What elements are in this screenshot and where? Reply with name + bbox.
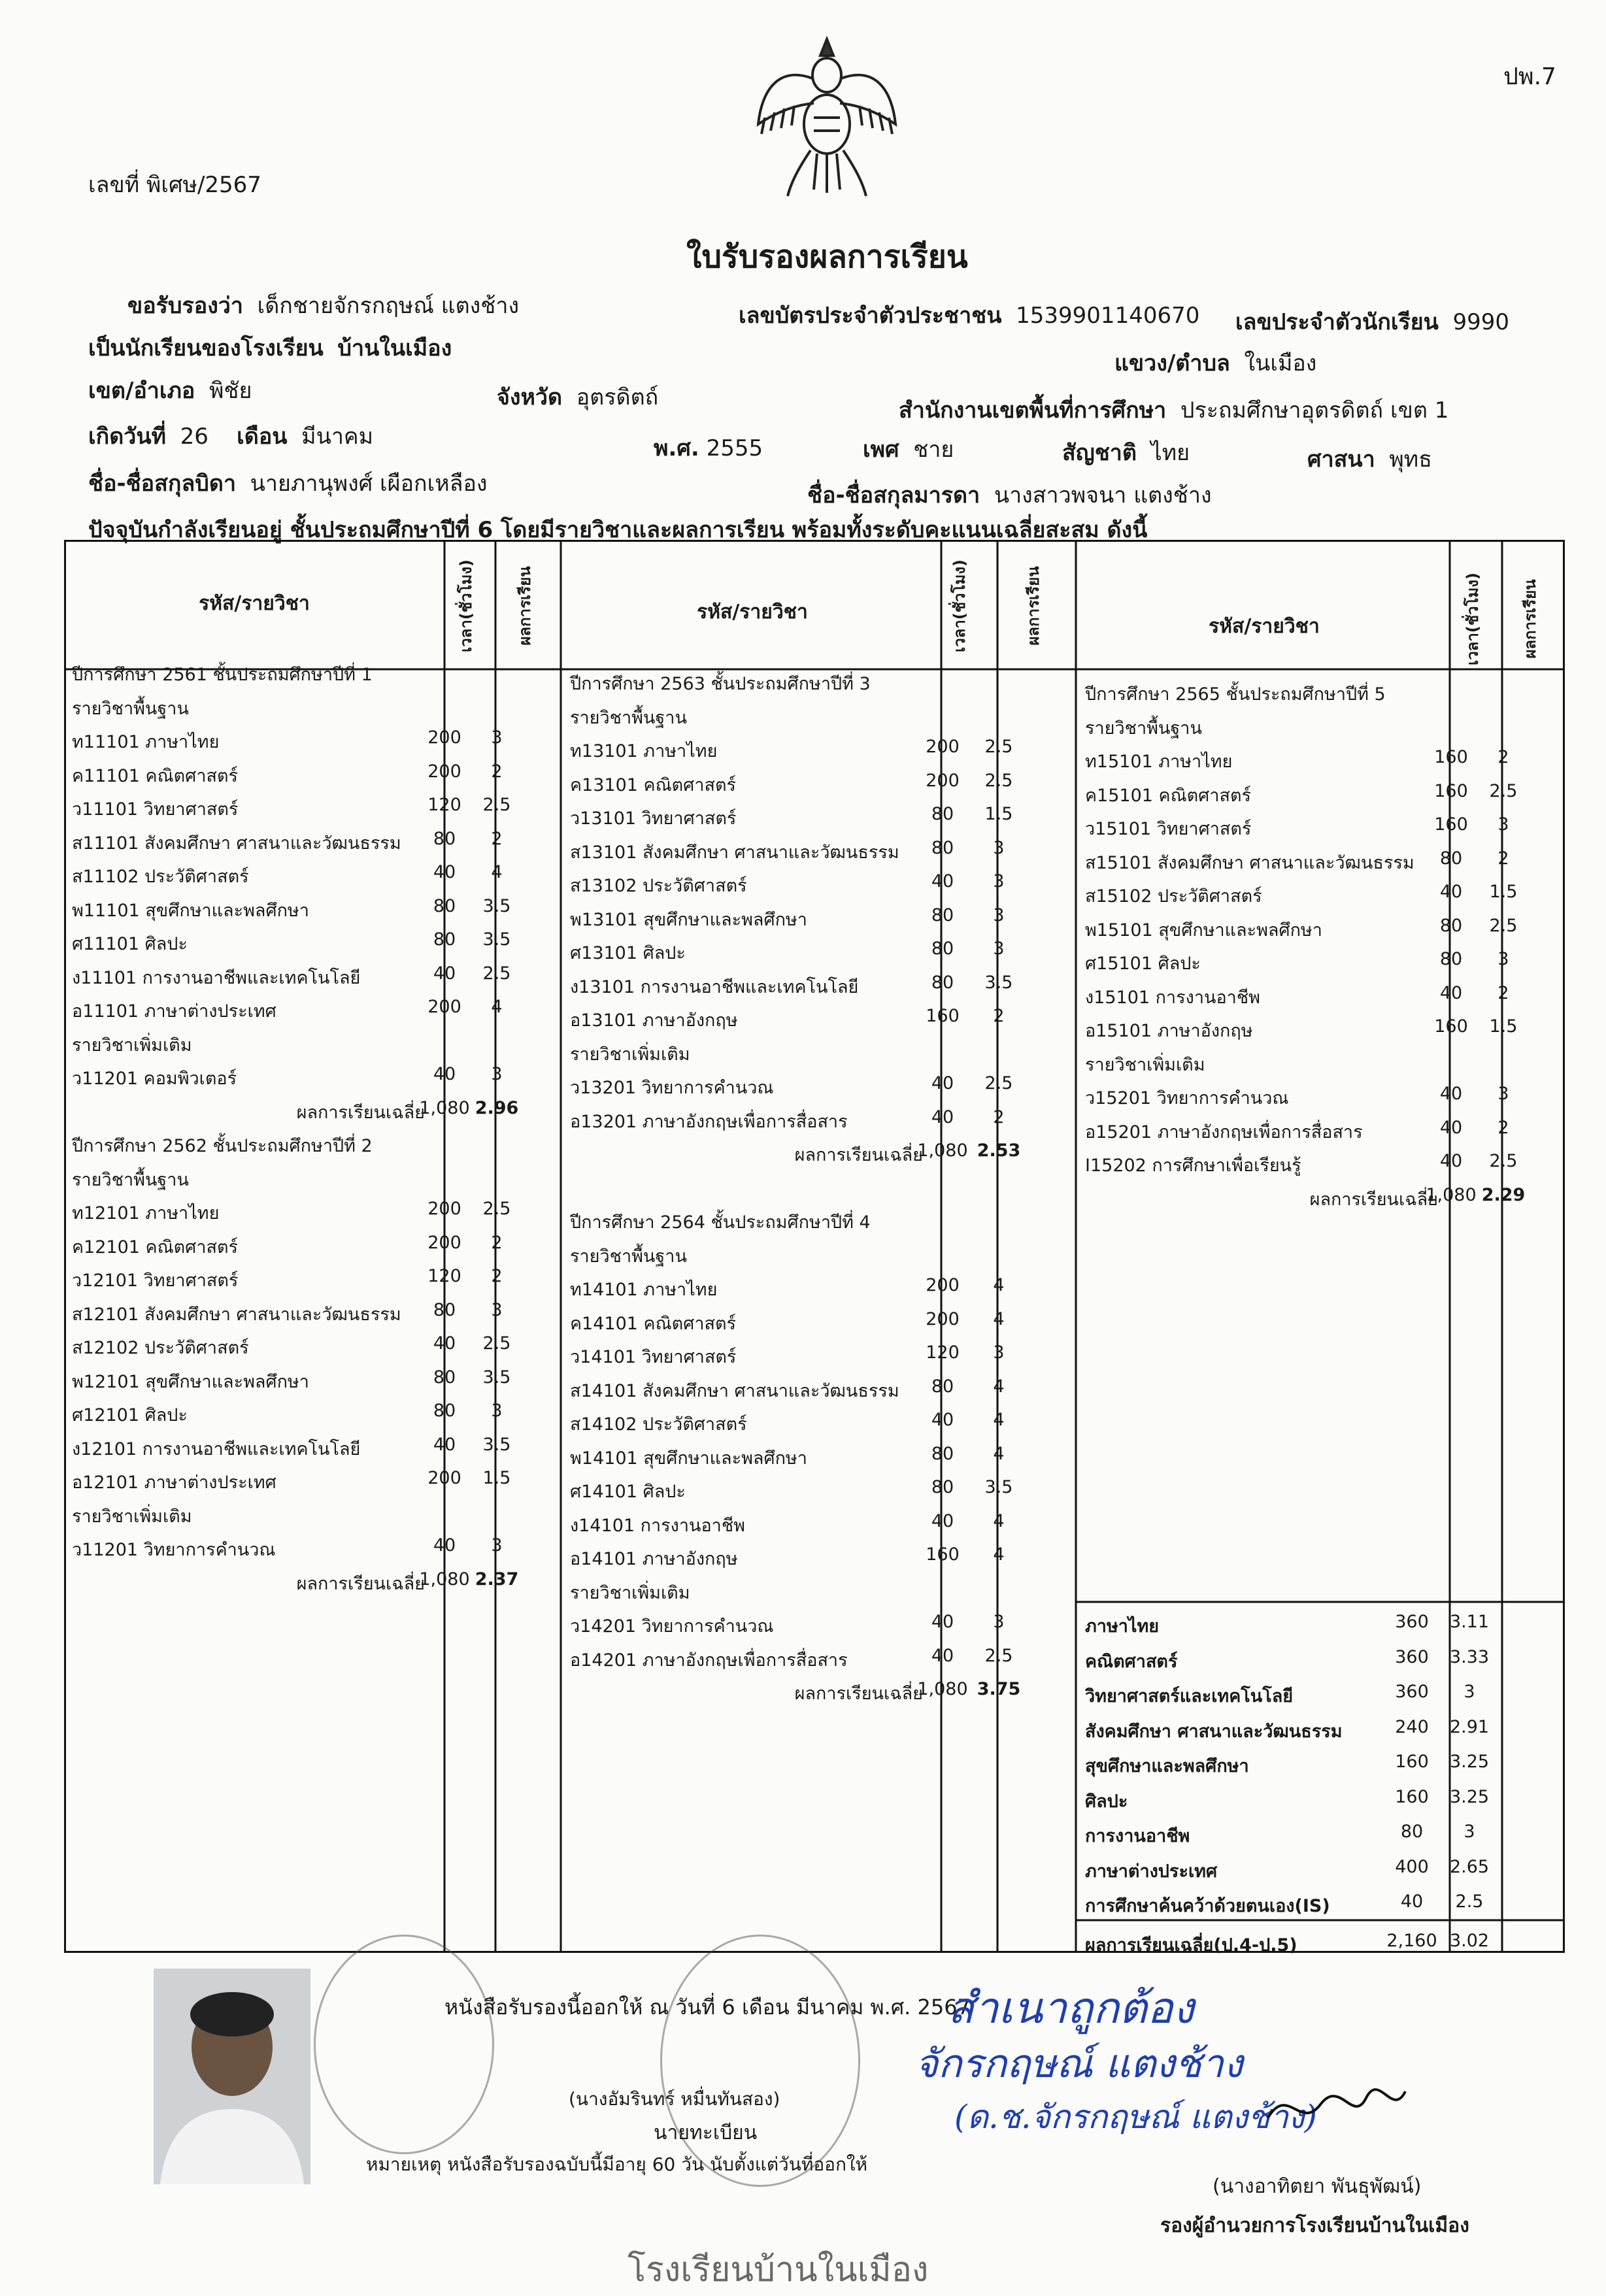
doc-code: ปพ.7	[1503, 63, 1556, 90]
grade-cell: 2.5	[1489, 915, 1518, 936]
subject-cell: ส15102 ประวัติศาสตร์	[1085, 886, 1262, 907]
subject-cell: ส14102 ประวัติศาสตร์	[570, 1414, 747, 1435]
subject-cell: พ15101 สุขศึกษาและพลศึกษา	[1085, 920, 1322, 940]
hours-cell: 80	[1439, 949, 1463, 969]
summary-subject-cell: ภาษาต่างประเทศ	[1085, 1861, 1218, 1882]
grade-cell: 3	[993, 1612, 1005, 1632]
subject-cell: ว13201 วิทยาการคำนวณ	[570, 1078, 774, 1098]
summary-grade-cell: 3.25	[1449, 1752, 1490, 1772]
hours-cell: 200	[427, 1468, 461, 1488]
page-title: ใบรับรองผลการเรียน	[686, 239, 968, 275]
handwriting-signature-full: (ด.ช.จักรกฤษณ์ แตงช้าง)	[954, 2098, 1317, 2136]
hours-cell: 120	[926, 1342, 960, 1363]
subject-cell: ค12101 คณิตศาสตร์	[72, 1237, 238, 1257]
subject-header-3: รหัส/รายวิชา	[1209, 615, 1320, 638]
subject-cell: ค13101 คณิตศาสตร์	[570, 774, 736, 795]
hours-cell: 160	[926, 1006, 960, 1026]
grade-cell: 2.5	[1489, 780, 1518, 801]
grade-cell: 2.5	[482, 795, 511, 815]
hours-cell: 80	[931, 837, 954, 858]
summary-hours-cell: 360	[1395, 1682, 1429, 1702]
summary-grade-cell: 3.33	[1449, 1646, 1490, 1667]
religion-label: ศาสนา	[1307, 446, 1375, 473]
summary-grade-cell: 2.65	[1449, 1856, 1490, 1877]
grade-cell: 3.5	[482, 895, 511, 916]
current-status: ปัจจุบันกำลังเรียนอยู่ ชั้นประถมศึกษาปีที่ 6 โดยมีรายวิชาและผลการเรียน พร้อมทั้งระดับคะแนนเฉลี่ยสะสม ดังนี้	[88, 517, 1148, 543]
hours-cell: 160	[1434, 1016, 1468, 1037]
hours-cell: 200	[427, 997, 461, 1017]
grade-cell: 4	[993, 1443, 1005, 1464]
subject-cell: รายวิชาพื้นฐาน	[570, 1246, 687, 1267]
grade-cell: 3	[993, 905, 1005, 925]
grade-cell: 4	[993, 1308, 1005, 1329]
grade-cell: 3	[491, 1299, 503, 1320]
subject-cell: ง11101 การงานอาชีพและเทคโนโลยี	[72, 967, 361, 988]
subject-cell: ส11101 สังคมศึกษา ศาสนาและวัฒนธรรม	[72, 833, 401, 854]
subject-cell: รายวิชาเพิ่มเติม	[1085, 1054, 1205, 1075]
hours-cell: 80	[433, 828, 456, 849]
subject-cell: รายวิชาพื้นฐาน	[1085, 718, 1202, 739]
grade-cell: 2	[491, 1266, 503, 1286]
seal-text: โรงเรียนบ้านในเมือง	[627, 2250, 929, 2289]
grade-cell: 2	[1497, 747, 1509, 767]
subject-header-2: รหัส/รายวิชา	[697, 601, 808, 624]
grade-header-2: ผลการเรียน	[1024, 566, 1043, 646]
subject-cell: อ13201 ภาษาอังกฤษเพื่อการสื่อสาร	[570, 1111, 848, 1132]
grade-cell: 1.5	[482, 1468, 511, 1488]
student-no-label: เลขประจำตัวนักเรียน	[1235, 309, 1439, 335]
subject-cell: รายวิชาเพิ่มเติม	[72, 1035, 192, 1056]
hours-header-1: เวลา(ชั่วโมง)	[457, 559, 475, 652]
id-value: 1539901140670	[1016, 303, 1200, 329]
subject-cell: ปีการศึกษา 2565 ชั้นประถมศึกษาปีที่ 5	[1085, 684, 1386, 705]
office-label: สำนักงานเขตพื้นที่การศึกษา	[899, 397, 1167, 424]
garuda-emblem-icon	[752, 26, 902, 203]
grade-cell: 3	[1497, 814, 1509, 835]
grade-cell: 4	[993, 1275, 1005, 1295]
grade-cell: 2	[491, 1232, 503, 1253]
summary-grade-cell: 2.91	[1449, 1716, 1490, 1737]
subject-cell: ค14101 คณิตศาสตร์	[570, 1313, 736, 1334]
hours-cell: 40	[1439, 1151, 1463, 1171]
subject-cell: ท12101 ภาษาไทย	[72, 1203, 220, 1223]
birth-day-label: เกิดวันที่	[88, 424, 167, 450]
hours-header-2: เวลา(ชั่วโมง)	[950, 559, 969, 652]
summary-hours-cell: 240	[1395, 1716, 1429, 1737]
hours-cell: 40	[931, 1645, 954, 1666]
hours-cell: 200	[427, 727, 461, 748]
grade-cell: 2.5	[482, 963, 511, 984]
average-label: ผลการเรียนเฉลี่ย	[794, 1145, 923, 1165]
subject-cell: อ13101 ภาษาอังกฤษ	[570, 1010, 738, 1031]
grade-cell: 3.5	[482, 929, 511, 950]
hours-cell: 40	[931, 1073, 954, 1093]
hours-cell: 40	[433, 1535, 456, 1556]
grade-cell: 1.5	[1489, 1016, 1518, 1037]
subject-cell: ท14101 ภาษาไทย	[570, 1280, 718, 1300]
grade-cell: 2	[491, 828, 503, 849]
grade-cell: 3	[993, 837, 1005, 858]
subject-cell: ง13101 การงานอาชีพและเทคโนโลยี	[570, 976, 859, 997]
summary-hours-cell: 40	[1400, 1891, 1424, 1912]
grade-cell: 2	[1497, 982, 1509, 1003]
school-seal-left	[314, 1935, 494, 2154]
summary-grade-cell: 3.02	[1449, 1930, 1490, 1951]
summary-grade-cell: 3	[1464, 1682, 1475, 1702]
hours-cell: 120	[427, 795, 461, 815]
hours-cell: 160	[1434, 780, 1468, 801]
summary-hours-cell: 360	[1395, 1612, 1429, 1632]
grade-cell: 3	[491, 1064, 503, 1084]
student-photo	[154, 1969, 310, 2184]
average-label: ผลการเรียนเฉลี่ย	[1309, 1189, 1438, 1210]
subject-cell: ปีการศึกษา 2561 ชั้นประถมศึกษาปีที่ 1	[72, 665, 373, 685]
grade-cell: 3	[993, 939, 1005, 959]
grade-cell: 3	[1497, 1084, 1509, 1104]
subject-cell: ศ13101 ศิลปะ	[570, 943, 686, 963]
subject-cell: ปีการศึกษา 2563 ชั้นประถมศึกษาปีที่ 3	[570, 674, 871, 694]
hours-cell: 160	[1434, 747, 1468, 767]
religion: พุทธ	[1389, 446, 1432, 473]
grade-cell: 3.75	[977, 1679, 1021, 1699]
subject-cell: ค15101 คณิตศาสตร์	[1085, 785, 1251, 806]
subject-cell: ปีการศึกษา 2564 ชั้นประถมศึกษาปีที่ 4	[570, 1212, 871, 1233]
hours-cell: 200	[427, 761, 461, 782]
subject-cell: ส14101 สังคมศึกษา ศาสนาและวัฒนธรรม	[570, 1380, 899, 1401]
grade-cell: 2	[993, 1106, 1005, 1127]
hours-cell: 80	[1439, 915, 1463, 936]
grade-cell: 3	[993, 1342, 1005, 1363]
hours-cell: 40	[931, 1410, 954, 1430]
certify-label: ขอรับรองว่า	[127, 293, 243, 319]
subject-cell: รายวิชาพื้นฐาน	[72, 698, 189, 719]
subdistrict-label: แขวง/ตำบล	[1114, 350, 1230, 376]
summary-grade-cell: 3.25	[1449, 1786, 1490, 1807]
province-value: อุตรดิตถ์	[576, 384, 659, 410]
hours-cell: 80	[931, 1443, 954, 1464]
summary-subject-cell: ศิลปะ	[1085, 1791, 1128, 1812]
grade-cell: 2.96	[475, 1097, 519, 1118]
footer-note: หมายเหตุ หนังสือรับรองฉบับนี้มีอายุ 60 วัน นับตั้งแต่วันที่ออกให้	[366, 2154, 868, 2175]
summary-grade-cell: 3.11	[1449, 1612, 1490, 1632]
birth-month-label: เดือน	[237, 424, 288, 450]
hours-cell: 80	[931, 1477, 954, 1497]
student-photo-icon	[154, 1969, 310, 2184]
subject-cell: อ15101 ภาษาอังกฤษ	[1085, 1021, 1253, 1041]
subject-cell: อ12101 ภาษาต่างประเทศ	[72, 1472, 276, 1493]
subject-cell: ว11201 วิทยาการคำนวณ	[72, 1540, 276, 1560]
grade-cell: 4	[993, 1510, 1005, 1531]
subject-cell: ส15101 สังคมศึกษา ศาสนาและวัฒนธรรม	[1085, 852, 1414, 873]
handwriting-signature-name: จักรกฤษณ์ แตงช้าง	[915, 2041, 1243, 2087]
grade-header-1: ผลการเรียน	[516, 566, 534, 646]
hours-cell: 200	[926, 1275, 960, 1295]
grade-cell: 2.5	[482, 1333, 511, 1354]
summary-hours-cell: 160	[1395, 1786, 1429, 1807]
summary-hours-cell: 2,160	[1386, 1930, 1437, 1951]
registrar-title: นายทะเบียน	[654, 2121, 758, 2144]
grade-cell: 4	[993, 1376, 1005, 1397]
grade-cell: 1.5	[1489, 882, 1518, 902]
subject-cell: ศ15101 ศิลปะ	[1085, 954, 1201, 974]
birth-year: 2555	[706, 435, 763, 461]
issued-date: หนังสือรับรองนี้ออกให้ ณ วันที่ 6 เดือน มีนาคม พ.ศ. 2567	[444, 1995, 971, 2020]
grade-cell: 3.5	[482, 1434, 511, 1455]
summary-grade-cell: 2.5	[1455, 1891, 1484, 1912]
hours-cell: 80	[433, 1401, 456, 1421]
father-label: ชื่อ-ชื่อสกุลบิดา	[88, 471, 237, 497]
subject-cell: ศ12101 ศิลปะ	[72, 1405, 188, 1425]
subject-cell: ว14201 วิทยาการคำนวณ	[570, 1616, 774, 1637]
subject-cell: ปีการศึกษา 2562 ชั้นประถมศึกษาปีที่ 2	[72, 1136, 373, 1156]
hours-cell: 40	[931, 1612, 954, 1632]
subject-cell: รายวิชาเพิ่มเติม	[72, 1506, 192, 1527]
subject-cell: ส12102 ประวัติศาสตร์	[72, 1338, 249, 1358]
grade-cell: 2.5	[482, 1199, 511, 1219]
hours-cell: 40	[931, 871, 954, 891]
summary-hours-cell: 360	[1395, 1646, 1429, 1667]
grade-cell: 3	[491, 1535, 503, 1556]
subject-cell: ศ11101 ศิลปะ	[72, 934, 188, 954]
school-seal-center	[660, 1935, 860, 2187]
hours-cell: 160	[926, 1544, 960, 1565]
hours-cell: 80	[433, 929, 456, 950]
id-label: เลขบัตรประจำตัวประชาชน	[739, 303, 1002, 329]
grade-cell: 2	[491, 761, 503, 782]
summary-subject-cell: ภาษาไทย	[1085, 1616, 1160, 1637]
subject-cell: พ14101 สุขศึกษาและพลศึกษา	[570, 1448, 807, 1469]
signature-scribble-icon	[1262, 2078, 1412, 2137]
subject-cell: ท15101 ภาษาไทย	[1085, 752, 1233, 772]
subject-cell: ส11102 ประวัติศาสตร์	[72, 867, 249, 887]
hours-cell: 40	[1439, 1084, 1463, 1104]
summary-grade-cell: 3	[1464, 1822, 1475, 1842]
grade-cell: 3	[993, 871, 1005, 891]
district-label: เขต/อำเภอ	[88, 378, 195, 404]
gender: ชาย	[913, 437, 954, 463]
hours-cell: 200	[926, 770, 960, 791]
hours-cell: 80	[433, 1367, 456, 1388]
student-name: เด็กชายจักรกฤษณ์ แตงช้าง	[257, 293, 520, 319]
grade-cell: 2	[1497, 848, 1509, 869]
hours-cell: 80	[1439, 848, 1463, 869]
grade-cell: 4	[491, 997, 503, 1017]
subject-cell: อ11101 ภาษาต่างประเทศ	[72, 1001, 276, 1022]
grade-cell: 4	[993, 1410, 1005, 1430]
subject-cell: ท13101 ภาษาไทย	[570, 741, 718, 761]
handwriting-certified-copy: สำเนาถูกต้อง	[948, 1983, 1194, 2033]
subject-header-1: รหัส/รายวิชา	[199, 592, 310, 615]
doc-number: เลขที่ พิเศษ/2567	[88, 172, 261, 198]
grade-cell: 2.5	[984, 737, 1013, 757]
birth-year-label: พ.ศ.	[654, 435, 699, 461]
subdistrict-value: ในเมือง	[1244, 350, 1317, 376]
director-name: (นางอาทิตยา พันธุพัฒน์)	[1213, 2175, 1422, 2198]
subject-cell: อ14201 ภาษาอังกฤษเพื่อการสื่อสาร	[570, 1650, 848, 1671]
summary-hours-cell: 160	[1395, 1752, 1429, 1772]
gender-label: เพศ	[863, 437, 899, 463]
grade-cell: 2	[1497, 1117, 1509, 1138]
subject-cell: อ14101 ภาษาอังกฤษ	[570, 1549, 738, 1569]
hours-cell: 80	[931, 972, 954, 993]
grade-cell: 2.5	[1489, 1151, 1518, 1171]
grade-cell: 2.29	[1481, 1184, 1526, 1205]
average-label: ผลการเรียนเฉลี่ย	[794, 1684, 923, 1704]
grade-cell: 1.5	[984, 804, 1013, 824]
subject-cell: ค11101 คณิตศาสตร์	[72, 765, 238, 786]
subject-cell: รายวิชาเพิ่มเติม	[570, 1582, 690, 1603]
grade-cell: 3.5	[984, 1477, 1013, 1497]
nationality-label: สัญชาติ	[1062, 440, 1137, 466]
subject-cell: ส13102 ประวัติศาสตร์	[570, 876, 747, 896]
subject-cell: ง15101 การงานอาชีพ	[1085, 987, 1260, 1008]
subject-cell: ส12101 สังคมศึกษา ศาสนาและวัฒนธรรม	[72, 1304, 401, 1325]
summary-subject-cell: สุขศึกษาและพลศึกษา	[1085, 1756, 1249, 1776]
province-label: จังหวัด	[497, 384, 563, 410]
subject-cell: ว14101 วิทยาศาสตร์	[570, 1347, 737, 1367]
hours-cell: 40	[931, 1510, 954, 1531]
registrar-name: (นางอัมรินทร์ หมื่นทันสอง)	[569, 2088, 780, 2110]
nationality: ไทย	[1150, 440, 1190, 466]
birth-day: 26	[180, 424, 209, 450]
hours-cell: 160	[1434, 814, 1468, 835]
hours-cell: 1,080	[917, 1679, 968, 1699]
hours-cell: 40	[433, 963, 456, 984]
grade-cell: 2.37	[475, 1569, 519, 1589]
hours-cell: 80	[931, 1376, 954, 1397]
hours-header-3: เวลา(ชั่วโมง)	[1464, 573, 1482, 665]
subject-cell: ว11101 วิทยาศาสตร์	[72, 799, 239, 820]
grade-header-3: ผลการเรียน	[1521, 579, 1539, 659]
subject-cell: ว11201 คอมพิวเตอร์	[72, 1069, 237, 1089]
hours-cell: 200	[427, 1199, 461, 1219]
birth-month: มีนาคม	[301, 424, 374, 450]
hours-cell: 40	[433, 1064, 456, 1084]
hours-cell: 120	[427, 1266, 461, 1286]
hours-cell: 80	[433, 895, 456, 916]
grade-cell: 3	[491, 1401, 503, 1421]
subject-cell: ศ14101 ศิลปะ	[570, 1482, 686, 1502]
summary-subject-cell: คณิตศาสตร์	[1085, 1651, 1178, 1672]
average-label: ผลการเรียนเฉลี่ย	[296, 1573, 425, 1594]
director-title: รองผู้อำนวยการโรงเรียนบ้านในเมือง	[1160, 2214, 1469, 2237]
grade-cell: 4	[993, 1544, 1005, 1565]
subject-cell: ง12101 การงานอาชีพและเทคโนโลยี	[72, 1439, 361, 1459]
subject-cell: พ13101 สุขศึกษาและพลศึกษา	[570, 909, 807, 930]
summary-subject-cell: สังคมศึกษา ศาสนาและวัฒนธรรม	[1085, 1721, 1343, 1742]
subject-cell: อ15201 ภาษาอังกฤษเพื่อการสื่อสาร	[1085, 1122, 1363, 1142]
hours-cell: 80	[433, 1299, 456, 1320]
subject-cell: I15202 การศึกษาเพื่อเรียนรู้	[1085, 1156, 1301, 1176]
summary-subject-cell: วิทยาศาสตร์และเทคโนโลยี	[1085, 1686, 1294, 1706]
subject-cell: รายวิชาพื้นฐาน	[72, 1169, 189, 1190]
hours-cell: 80	[931, 939, 954, 959]
hours-cell: 200	[926, 737, 960, 757]
hours-cell: 40	[433, 862, 456, 882]
summary-subject-cell: การงานอาชีพ	[1085, 1826, 1190, 1846]
subject-cell: ส13101 สังคมศึกษา ศาสนาและวัฒนธรรม	[570, 842, 899, 863]
office-value: ประถมศึกษาอุตรดิตถ์ เขต 1	[1180, 397, 1449, 424]
school-label: เป็นนักเรียนของโรงเรียน	[88, 335, 324, 361]
father-name: นายภานุพงศ์ เผือกเหลือง	[250, 471, 488, 497]
hours-cell: 200	[926, 1308, 960, 1329]
subject-cell: ว13101 วิทยาศาสตร์	[570, 808, 737, 829]
grade-cell: 2	[993, 1006, 1005, 1026]
subject-cell: ว15201 วิทยาการคำนวณ	[1085, 1088, 1289, 1108]
summary-subject-cell: ผลการเรียนเฉลี่ย(ป.4-ป.5)	[1085, 1935, 1297, 1955]
grade-cell: 2.5	[984, 1073, 1013, 1093]
summary-hours-cell: 400	[1395, 1856, 1429, 1877]
summary-subject-cell: การศึกษาค้นคว้าด้วยตนเอง(IS)	[1085, 1896, 1330, 1916]
grade-cell: 3.5	[984, 972, 1013, 993]
hours-cell: 80	[931, 804, 954, 824]
grade-cell: 2.5	[984, 1645, 1013, 1666]
hours-cell: 1,080	[419, 1097, 470, 1118]
subject-cell: พ12101 สุขศึกษาและพลศึกษา	[72, 1371, 309, 1392]
subject-cell: พ11101 สุขศึกษาและพลศึกษา	[72, 900, 309, 921]
hours-cell: 40	[1439, 1117, 1463, 1138]
student-no-value: 9990	[1452, 309, 1510, 335]
hours-cell: 200	[427, 1232, 461, 1253]
mother-name: นางสาวพจนา แตงช้าง	[994, 482, 1212, 508]
subject-cell: รายวิชาเพิ่มเติม	[570, 1044, 690, 1065]
subject-cell: รายวิชาพื้นฐาน	[570, 707, 687, 728]
district-value: พิชัย	[209, 378, 252, 404]
hours-cell: 1,080	[419, 1569, 470, 1589]
school-value: บ้านในเมือง	[337, 335, 452, 361]
grade-cell: 3	[491, 727, 503, 748]
hours-cell: 1,080	[1426, 1184, 1477, 1205]
grade-cell: 2.53	[977, 1140, 1021, 1161]
subject-cell: ท11101 ภาษาไทย	[72, 732, 220, 752]
subject-cell: ว15101 วิทยาศาสตร์	[1085, 819, 1252, 839]
hours-cell: 40	[433, 1333, 456, 1354]
subject-cell: ง14101 การงานอาชีพ	[570, 1515, 745, 1536]
subject-cell: ว12101 วิทยาศาสตร์	[72, 1271, 239, 1291]
grade-cell: 4	[491, 862, 503, 882]
average-label: ผลการเรียนเฉลี่ย	[296, 1102, 425, 1123]
hours-cell: 80	[931, 905, 954, 925]
summary-hours-cell: 80	[1400, 1822, 1424, 1842]
grade-cell: 3.5	[482, 1367, 511, 1388]
hours-cell: 40	[1439, 982, 1463, 1003]
hours-cell: 40	[1439, 882, 1463, 902]
grade-cell: 2.5	[984, 770, 1013, 791]
mother-label: ชื่อ-ชื่อสกุลมารดา	[807, 482, 980, 508]
hours-cell: 40	[433, 1434, 456, 1455]
hours-cell: 40	[931, 1106, 954, 1127]
grade-cell: 3	[1497, 949, 1509, 969]
hours-cell: 1,080	[917, 1140, 968, 1161]
